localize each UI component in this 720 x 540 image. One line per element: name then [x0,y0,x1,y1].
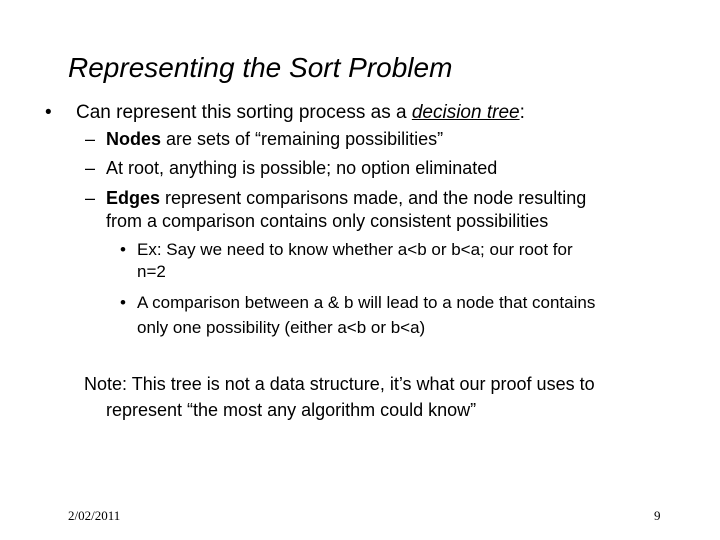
dash-marker: – [85,129,96,149]
example-bullet-cont: n=2 [137,262,166,281]
footer-date: 2/02/2011 [68,508,121,523]
note-line2: represent “the most any algorithm could know” [106,400,477,420]
bullet-decision-tree [76,102,525,124]
sub-bullet-nodes [106,129,443,150]
comparison-bullet: A comparison between a & b will lead to a node that contains [137,293,596,312]
example-bullet: Ex: Say we need to know whether a<b or b<a; our root for [137,240,573,259]
sub-bullet-text: represent comparisons made, and the node resulting [160,188,587,208]
decision-tree-term: decision tree [411,102,520,123]
edges-term: Edges [106,188,161,208]
comparison-bullet-cont: only one possibility (either a<b or b<a) [137,318,426,337]
bullet-marker: • [120,240,126,259]
sub-bullet-edges-cont: from a comparison contains only consistent possibilities [106,211,549,231]
dash-marker: – [85,188,96,208]
page-number: 9 [654,508,661,523]
sub-bullet-edges [106,188,586,209]
nodes-term: Nodes [106,129,162,149]
bullet-colon: : [519,102,525,123]
sub-bullet-text: are sets of “remaining possibilities” [161,129,444,149]
slide-title: Representing the Sort Problem [68,52,453,83]
bullet-marker: • [45,102,52,123]
bullet-text: Can represent this sorting process as a [76,102,412,123]
dash-marker: – [85,158,96,178]
bullet-marker: • [120,293,126,312]
sub-bullet-root: At root, anything is possible; no option eliminated [106,158,498,178]
note-line1: Note: This tree is not a data structure, it’s what our proof uses to [84,374,595,394]
